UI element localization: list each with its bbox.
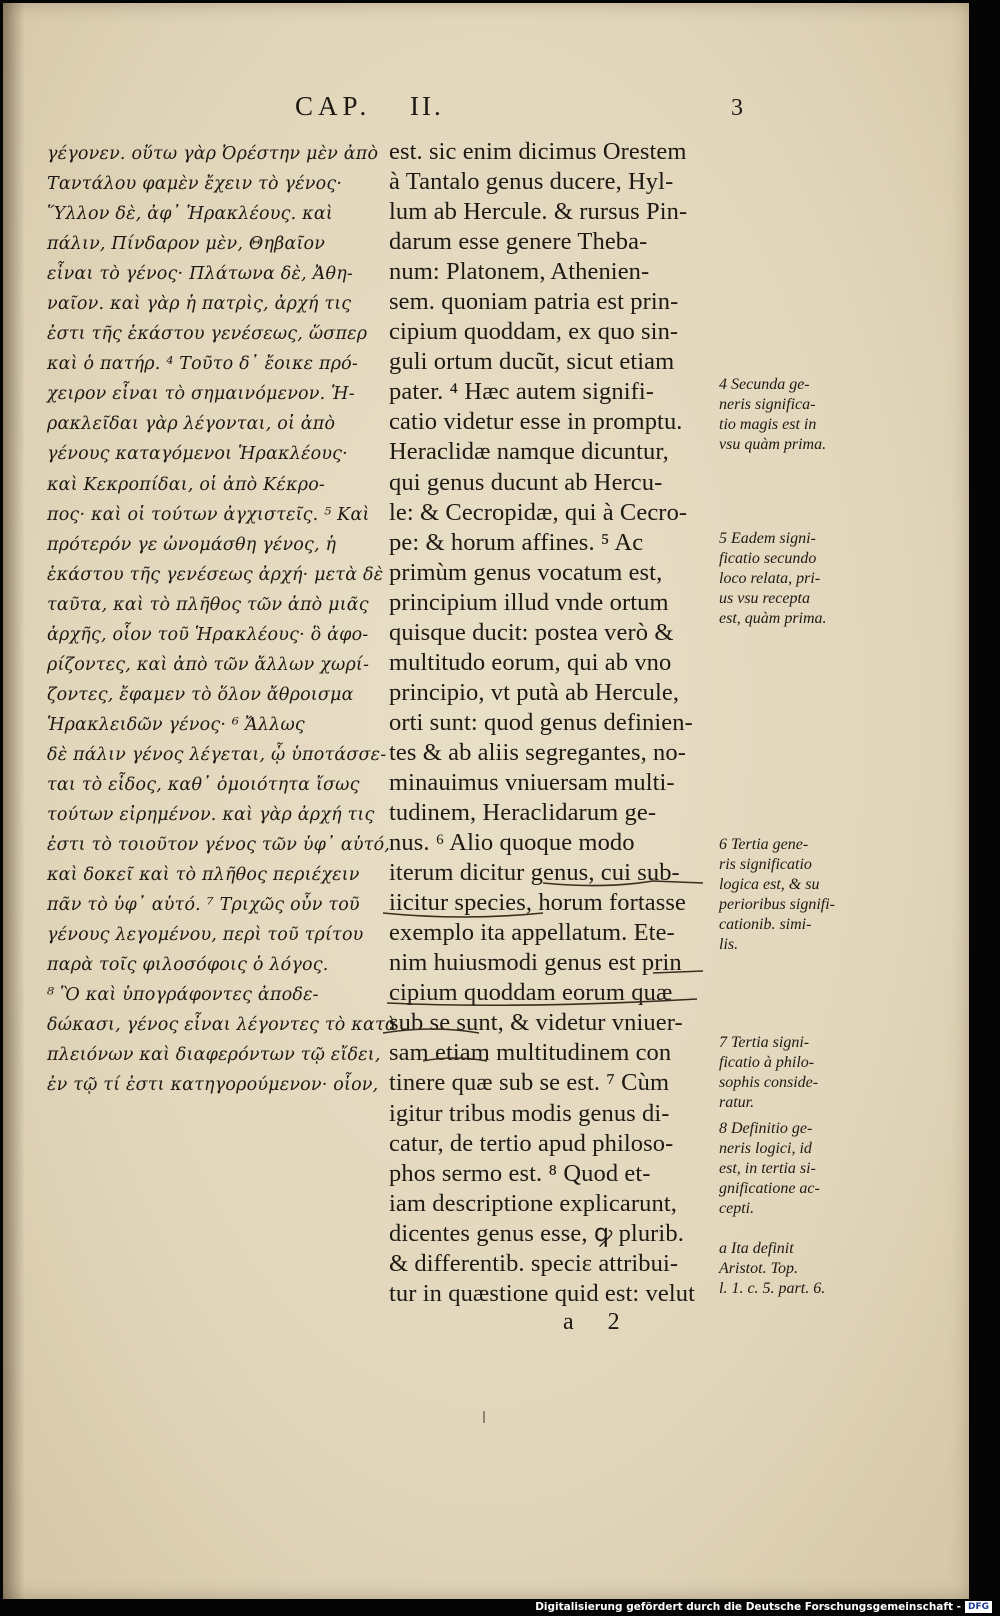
latin-text-line: quisque ducit: postea verò & [389, 618, 674, 646]
latin-text-line: est. sic enim dicimus Orestem [389, 138, 687, 165]
latin-text-line: catio videtur esse in promptu. [389, 408, 683, 436]
greek-text-line: ζοντες, ἔφαμεν τὸ ὅλον ἄθροισμα [47, 684, 354, 705]
latin-text-line: qui genus ducunt ab Hercu- [389, 468, 663, 496]
latin-text-line: tur in quæstione quid est: velut [389, 1279, 696, 1307]
greek-text-line: παρὰ τοῖς φιλοσόφοις ὁ λόγος. [47, 955, 329, 976]
latin-text-line: igitur tribus modis genus di- [389, 1099, 670, 1127]
side-note-line: gnificatione ac- [719, 1180, 820, 1197]
side-note-line: cepti. [719, 1200, 755, 1217]
side-note [719, 529, 859, 629]
footer-text: Digitalisierung gefördert durch die Deutsche Forschungsgemeinschaft - [535, 1601, 961, 1613]
side-note-line: ratur. [719, 1094, 755, 1111]
running-head-chapter: CAP. [295, 91, 372, 121]
side-note-line: vsu quàm prima. [719, 436, 827, 453]
latin-text-line: orti sunt: quod genus definien- [389, 708, 693, 736]
side-note-line: loco relata, pri- [719, 570, 821, 587]
greek-text-line: εἶναι τὸ γένος· Πλάτωνα δὲ, Ἀθη- [47, 264, 354, 285]
latin-text-line: cipium quoddam, ex quo sin- [389, 318, 679, 346]
side-note-line: neris significa- [719, 396, 816, 413]
greek-text-line: γένους λεγομένου, περὶ τοῦ τρίτου [47, 925, 364, 946]
greek-text-line: Ταντάλου φαμὲν ἔχειν τὸ γένος· [47, 174, 343, 195]
latin-text-line: dicentes genus esse, ꝙ plurib. [389, 1219, 684, 1247]
greek-text-line: πᾶν τὸ ὑφ᾽ αὑτό. ⁷ Τριχῶς οὖν τοῦ [47, 895, 360, 916]
greek-text-line: ἐστι τῆς ἑκάστου γενέσεως, ὥσπερ [47, 324, 368, 345]
side-note-line: a Ita definit [719, 1240, 794, 1257]
greek-text-line: καὶ ὁ πατήρ. ⁴ Τοῦτο δ᾽ ἔοικε πρό- [47, 354, 359, 375]
greek-text-line: ται τὸ εἶδος, καθ᾽ ὁμοιότητα ἴσως [47, 774, 360, 795]
greek-text-line: καὶ Κεκροπίδαι, οἱ ἀπὸ Κέκρο- [47, 474, 326, 495]
side-note-line: 6 Tertia gene- [719, 836, 809, 853]
latin-text-line: nus. ⁶ Alio quoque modo [389, 829, 635, 857]
latin-text-line: pater. ⁴ Hæc autem signifi- [389, 378, 655, 406]
digitization-footer [535, 1600, 992, 1614]
side-note-line: est, quàm prima. [719, 610, 827, 627]
latin-text-line: tinere quæ sub se est. ⁷ Cùm [389, 1069, 670, 1097]
greek-text-line: ρακλεῖδαι γὰρ λέγονται, οἱ ἀπὸ [47, 414, 336, 435]
latin-text-line: iterum dicitur genus, cui sub- [389, 859, 680, 887]
side-note-line: 7 Tertia signi- [719, 1034, 810, 1051]
latin-text-line: à Tantalo genus ducere, Hyl- [389, 168, 674, 196]
greek-text-line: δὲ πάλιν γένος λέγεται, ᾧ ὑποτάσσε- [47, 744, 387, 765]
side-note-line: ris significatio [719, 856, 812, 873]
latin-text-line: minauimus vniuersam multi- [389, 768, 675, 796]
latin-text-line: tes & ab aliis segregantes, no- [389, 738, 687, 766]
greek-text-column [47, 139, 397, 1101]
pencil-mark [483, 1411, 485, 1423]
greek-text-line: πλειόνων καὶ διαφερόντων τῷ εἴδει, [47, 1045, 381, 1066]
side-note-line: l. 1. c. 5. part. 6. [719, 1280, 826, 1297]
greek-text-line: δώκασι, γένος εἶναι λέγοντες τὸ κατὰ [47, 1015, 397, 1036]
latin-text-line: cipium quoddam eorum quæ [389, 979, 673, 1007]
side-note-line: est, in tertia si- [719, 1160, 816, 1177]
latin-text-line: Heraclidæ namque dicuntur, [389, 438, 669, 466]
side-note-line: neris logici, id [719, 1140, 812, 1157]
book-page [3, 3, 969, 1599]
greek-text-line: τούτων εἰρημένον. καὶ γὰρ ἀρχή τις [47, 805, 375, 826]
side-note-line: us vsu recepta [719, 590, 810, 607]
side-note-line: lis. [719, 936, 739, 953]
latin-text-line: sem. quoniam patria est prin- [389, 288, 679, 316]
latin-text-line: sub se sunt, & videtur vniuer- [389, 1009, 683, 1037]
side-note [719, 1033, 859, 1113]
side-note-line: 4 Secunda ge- [719, 376, 810, 393]
side-note-line: 8 Definitio ge- [719, 1120, 813, 1137]
latin-text-line: le: & Cecropidæ, qui à Cecro- [389, 498, 688, 526]
side-note-line: tio magis est in [719, 416, 817, 433]
side-note-line: sophis conside- [719, 1074, 819, 1091]
side-note-line: ficatio secundo [719, 550, 817, 567]
latin-text-line: principio, vt putà ab Hercule, [389, 678, 680, 706]
latin-text-line: pe: & horum affines. ⁵ Ac [389, 528, 644, 556]
greek-text-line: χειρον εἶναι τὸ σημαινόμενον. Ἡ- [47, 384, 355, 405]
side-note-line: perioribus signifi- [719, 896, 836, 913]
greek-text-line: γέγονεν. οὕτω γὰρ Ὀρέστην μὲν ἀπὸ [47, 144, 379, 164]
greek-text-line: ⁸ Ὃ καὶ ὑπογράφοντες ἀποδε- [47, 985, 319, 1006]
latin-text-column [389, 137, 727, 1309]
latin-text-line: nim huiusmodi genus est prin [389, 949, 682, 977]
greek-text-line: ναῖον. καὶ γὰρ ἡ πατρὶς, ἀρχή τις [47, 294, 352, 315]
greek-text-line: ταῦτα, καὶ τὸ πλῆθος τῶν ἀπὸ μιᾶς [47, 594, 369, 615]
latin-text-line: phos sermo est. ⁸ Quod et- [389, 1159, 651, 1187]
greek-text-line: γένους καταγόμενοι Ἡρακλέους· [47, 444, 348, 465]
latin-text-line: lum ab Hercule. & rursus Pin- [389, 198, 688, 226]
latin-text-line: & differentib. speciε attribui- [389, 1249, 679, 1277]
side-note [719, 1119, 859, 1219]
latin-text-line: multitudo eorum, qui ab vno [389, 648, 672, 676]
running-head [3, 91, 969, 131]
latin-text-line: catur, de tertio apud philoso- [389, 1129, 674, 1157]
latin-text-line: tudinem, Heraclidarum ge- [389, 799, 657, 827]
side-note [719, 375, 859, 455]
greek-text-line: πος· καὶ οἱ τούτων ἀγχιστεῖς. ⁵ Καὶ [47, 504, 370, 525]
greek-text-line: Ἡρακλειδῶν γένος· ⁶ Ἄλλως [47, 714, 305, 735]
side-note [719, 1239, 859, 1299]
greek-text-line: ρίζοντες, καὶ ἀπὸ τῶν ἄλλων χωρί- [47, 654, 370, 675]
page-number: 3 [731, 95, 743, 121]
latin-text-line: iam descriptione explicarunt, [389, 1189, 677, 1217]
latin-text-line: primùm genus vocatum est, [389, 558, 663, 586]
greek-text-line: πρότερόν γε ὠνομάσθη γένος, ἡ [47, 534, 337, 555]
running-head-chapter-number: II. [410, 91, 444, 121]
page-gutter-shadow [3, 3, 25, 1599]
latin-text-line: darum esse genere Theba- [389, 228, 648, 256]
greek-text-line: καὶ δοκεῖ καὶ τὸ πλῆθος περιέχειν [47, 865, 360, 886]
side-note-line: ficatio à philo- [719, 1054, 815, 1071]
side-note [719, 835, 859, 955]
signature-mark: a 2 [563, 1309, 634, 1335]
greek-text-line: ἀρχῆς, οἷον τοῦ Ἡρακλέους· ὃ ἀφο- [47, 624, 369, 645]
latin-text-line: principium illud vnde ortum [389, 588, 669, 616]
side-note-line: 5 Eadem signi- [719, 530, 816, 547]
greek-text-line: Ὕλλον δὲ, ἀφ᾽ Ἡρακλέους. καὶ [47, 204, 333, 225]
greek-text-line: ἐστι τὸ τοιοῦτον γένος τῶν ὑφ᾽ αὑτό, [47, 835, 391, 856]
greek-text-line: ἑκάστου τῆς γενέσεως ἀρχή· μετὰ δὲ [47, 564, 384, 585]
latin-text-line: guli ortum ducũt, sicut etiam [389, 348, 675, 376]
side-note-line: logica est, & su [719, 876, 820, 893]
latin-text-line: exemplo ita appellatum. Ete- [389, 919, 675, 947]
dfg-logo: DFG [965, 1601, 992, 1613]
latin-text-line: num: Platonem, Athenien- [389, 258, 650, 286]
greek-text-line: πάλιν, Πίνδαρον μὲν, Θηβαῖον [47, 234, 326, 255]
latin-text-line: sam etiam multitudinem con [389, 1039, 672, 1067]
side-note-line: Aristot. Top. [719, 1260, 798, 1277]
latin-text-line: iicitur species, horum fortasse [389, 889, 687, 917]
side-note-line: cationib. simi- [719, 916, 812, 933]
greek-text-line: ἐν τῷ τί ἐστι κατηγορούμενον· οἷον, [47, 1075, 379, 1096]
